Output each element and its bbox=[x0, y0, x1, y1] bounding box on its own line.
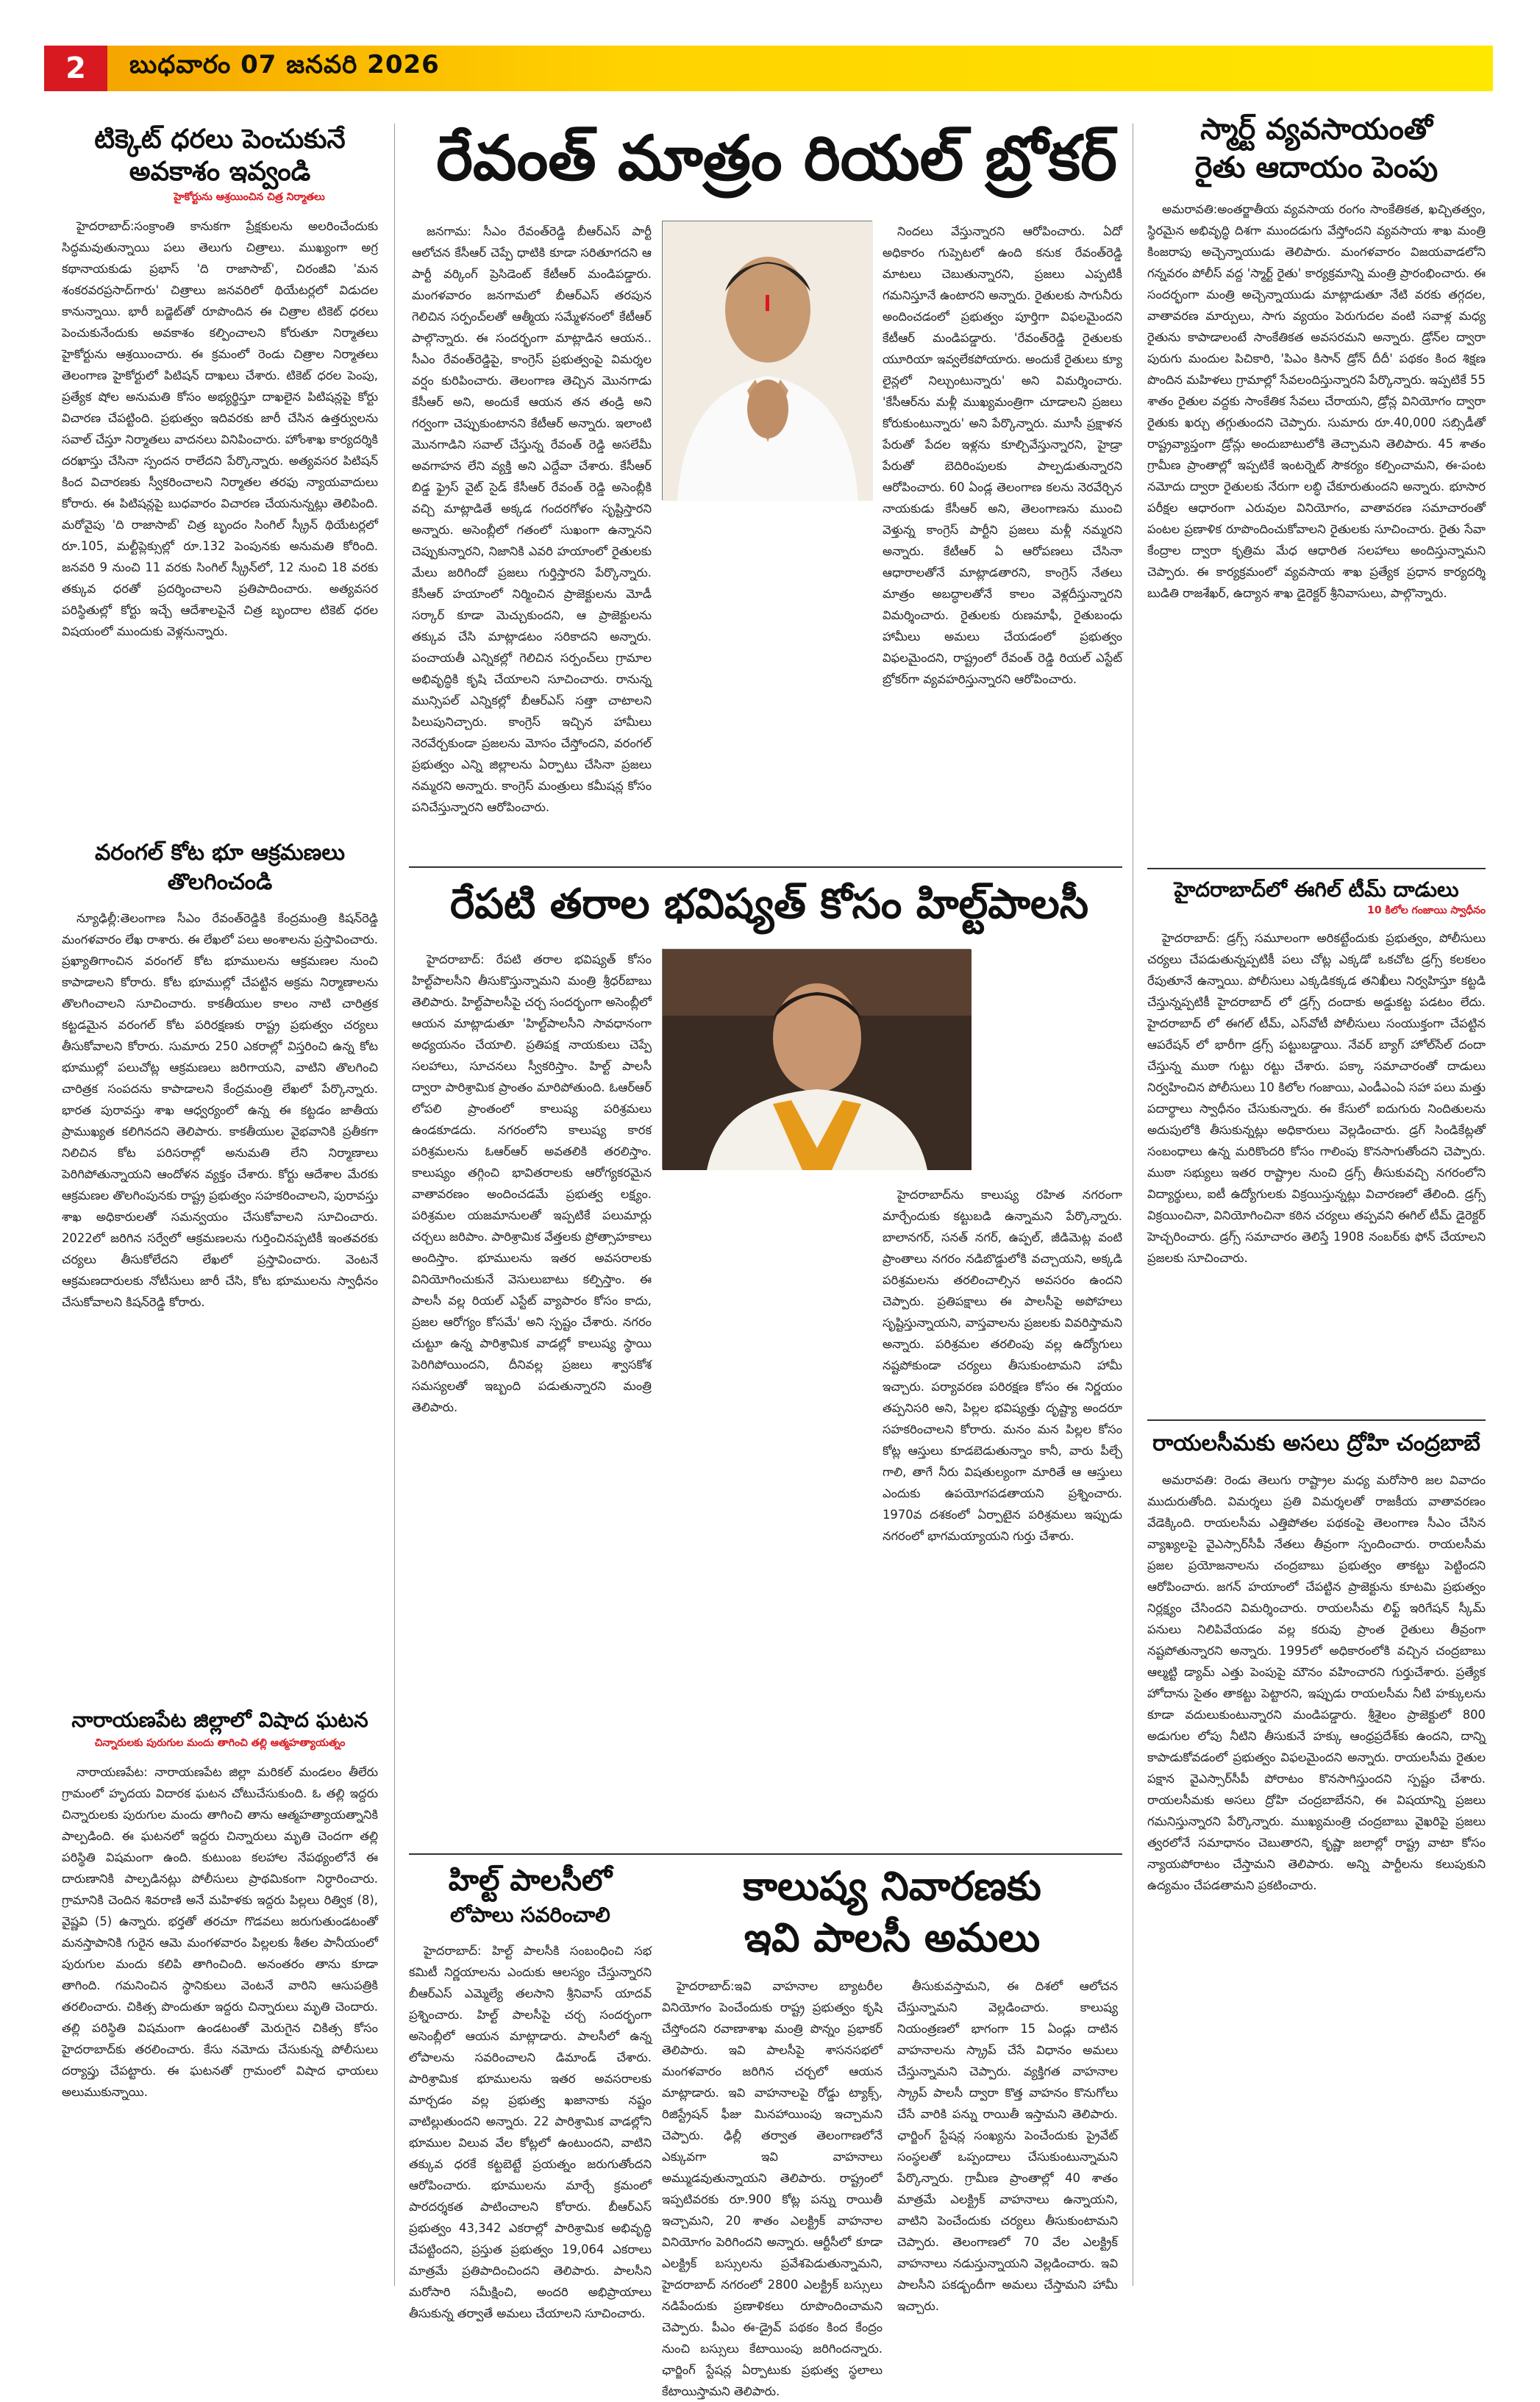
section-rule bbox=[409, 866, 1122, 868]
article-body: అమరావతి:అంతర్జాతీయ వ్యవసాయ రంగం సాంకేతికత, ఖచ్చితత్వం, స్థిరమైన అభివృద్ధి దిశగా ముందడుగు వేస్తోందని వ్యవసాయ శాఖ మంత్రి కింజరాపు అచ్చెన్నాయుడు తెలిపారు. మంగళవారం విజయవాడలోని గన్నవరం పోలీస్ వద్ద 'స్మార్ట్ రైతు' కార్యక్రమాన్ని మంత్రి ప్రారంభించారు. ఈ సందర్భంగా మంత్రి అచ్చెన్నాయుడు మాట్లాడుతూ నేటి వరకు తగ్గదల, వాతావరణ మార్పులు, సాగు వ్యయం పెరుగుదల వంటి సవాళ్ల మధ్య రైతును కాపాడాలంటే సాంకేతికత అవసరమని అన్నారు. డ్రోన్‌ల ద్వారా పురుగు మందుల పిచికారి, 'పిఎం కిసాన్ డ్రోన్ దీదీ' పథకం కింద శిక్షణ పొందిన మహిళలు గ్రామాల్లో సేవలందిస్తున్నారని పేర్కొన్నారు. ఇప్పటికే 55 శాతం రైతుల వద్దకు సాంకేతిక సేవలు చేరాయని, డ్రోన్ల వినియోగం ద్వారా రైతుకు ఖర్చు తగ్గుతుందని చెప్పారు. సుమారు రూ.40,000 సబ్సిడీతో రాష్ట్రవ్యాప్తంగా డ్రోన్లు అందుబాటులోకి తెచ్చామని తెలిపారు. 45 శాతం గ్రామీణ ప్రాంతాల్లో ఇప్పటికే ఇంటర్నెట్ సౌకర్యం కల్పించామని, ఈ-పంట నమోదు ద్వారా రైతులకు నేరుగా లబ్ధి చేకూరుతుందని అన్నారు. భూసార పరీక్షల ఆధారంగా ఎరువుల వినియోగం, వాతావరణ సమాచారంతో పంటల ప్రణాళిక రూపొందించుకోవాలని రైతులకు సూచించారు. రైతు సేవా కేంద్రాల ద్వారా కృత్రిమ మేధ ఆధారిత సలహాలు అందిస్తున్నామని చెప్పారు. ఈ కార్యక్రమంలో వ్యవసాయ శాఖ ప్రత్యేక ప్రధాన కార్యదర్శి బుడితి రాజశేఖర్, ఉద్యాన శాఖ డైరెక్టర్ శ్రీనివాసులు, పాల్గొన్నారు. bbox=[1147, 202, 1486, 600]
ktr-photo-image bbox=[663, 221, 873, 501]
byline: హైకోర్టును ఆశ్రయించిన చిత్ర నిర్మాతలు bbox=[174, 191, 325, 203]
article-body: హైదరాబాద్: హిల్ట్ పాలసీకి సంబంధించి సభ కమిటీ నిర్ణయాలను ఎందుకు ఆలస్యం చేస్తున్నారని బీఆర్ఎస్ ఎమ్మెల్యే తలసాని శ్రీనివాస్ యాదవ్ ప్రశ్నించారు. హిల్ట్ పాలసీపై చర్చ సందర్భంగా అసెంబ్లీలో ఆయన మాట్లాడారు. పాలసీలో ఉన్న లోపాలను సవరించాలని డిమాండ్ చేశారు. పారిశ్రామిక భూములను ఇతర అవసరాలకు మార్చడం వల్ల ప్రభుత్వ ఖజానాకు నష్టం వాటిల్లుతుందని అన్నారు. 22 పారిశ్రామిక వాడల్లోని భూముల విలువ వేల కోట్లలో ఉంటుందని, వాటిని తక్కువ ధరకే కట్టబెట్టే ప్రయత్నం జరుగుతోందని ఆరోపించారు. భూములను మార్చే క్రమంలో పారదర్శకత పాటించాలని కోరారు. బీఆర్ఎస్ ప్రభుత్వం 43,342 ఎకరాల్లో పారిశ్రామిక అభివృద్ధి చేపట్టిందని, ప్రస్తుత ప్రభుత్వం 19,064 ఎకరాలు మాత్రమే ప్రతిపాదించిందని తెలిపారు. పాలసీని మరోసారి సమీక్షించి, అందరి అభిప్రాయాలు తీసుకున్న తర్వాతే అమలు చేయాలని సూచించారు. bbox=[409, 1944, 652, 2320]
article-hilt-col1: హైదరాబాద్: రేపటి తరాల భవిష్యత్ కోసం హిల్ట్‌పాలసీని తీసుకొస్తున్నామని మంత్రి శ్రీధర్‌బాబు తెలిపారు. హిల్ట్‌పాలసీపై చర్చ సందర్భంగా అసెంబ్లీలో ఆయన మాట్లాడుతూ 'హిల్ట్‌పాలసీని సావధానంగా అధ్యయనం చేయాలి. ప్రతిపక్ష నాయకులు చెప్పే సలహాలు, సూచనలు స్వీకరిస్తాం. హిల్ట్ పాలసీ ద్వారా పారిశ్రామిక ప్రాంతం మారిపోతుంది. ఓఆర్‌ఆర్ లోపలి ప్రాంతంలో కాలుష్య పరిశ్రమలు ఉండకూడదు. నగరంలోని కాలుష్య కారక పరిశ్రమలను ఓఆర్‌ఆర్ అవతలికి తరలిస్తాం. కాలుష్యం తగ్గించి భావితరాలకు ఆరోగ్యకరమైన వాతావరణం అందించడమే ప్రభుత్వ లక్ష్యం. పరిశ్రమల యజమానులతో ఇప్పటికే పలుమార్లు చర్చలు జరిపాం. పారిశ్రామిక వేత్తలకు ప్రోత్సాహకాలు అందిస్తాం. భూములను ఇతర అవసరాలకు వినియోగించుకునే వెసులుబాటు కల్పిస్తాం. ఈ పాలసీ వల్ల రియల్ ఎస్టేట్ వ్యాపారం కోసం కాదు, ప్రజల ఆరోగ్యం కోసమే' అని స్పష్టం చేశారు. నగరం చుట్టూ ఉన్న పారిశ్రామిక వాడల్లో కాలుష్య స్థాయి పెరిగిపోయిందని, దీనివల్ల ప్రజలు శ్వాసకోశ సమస్యలతో ఇబ్బంది పడుతున్నారని మంత్రి తెలిపారు. bbox=[412, 952, 652, 1414]
minister-photo bbox=[662, 949, 971, 1169]
headline: నారాయణపేట జిల్లాలో విషాద ఘటన bbox=[71, 1708, 368, 1732]
article-hilt-col2: హైదరాబాద్‌ను కాలుష్య రహిత నగరంగా మార్చేందుకు కట్టుబడి ఉన్నామని పేర్కొన్నారు. బాలానగర్, సనత్ నగర్, ఉప్పల్, జీడిమెట్ల వంటి ప్రాంతాలు నగరం నడిబొడ్డులోకి వచ్చాయని, అక్కడి పరిశ్రమలను తరలించాల్సిన అవసరం ఉందని చెప్పారు. ప్రతిపక్షాలు ఈ పాలసీపై అపోహలు సృష్టిస్తున్నాయని, వాస్తవాలను ప్రజలకు వివరిస్తామని అన్నారు. పరిశ్రమల తరలింపు వల్ల ఉద్యోగులు నష్టపోకుండా చర్యలు తీసుకుంటామని హామీ ఇచ్చారు. పర్యావరణ పరిరక్షణ కోసం ఈ నిర్ణయం తప్పనిసరి అని, పిల్లల భవిష్యత్తు దృష్ట్యా అందరూ సహకరించాలని కోరారు. మనం మన పిల్లల కోసం కోట్ల ఆస్తులు కూడబెడుతున్నాం కానీ, వారు పీల్చే గాలి, తాగే నీరు విషతుల్యంగా మారితే ఆ ఆస్తులు ఎందుకు ఉపయోగపడతాయని ప్రశ్నించారు. 1970వ దశకంలో ఏర్పాటైన పరిశ్రమలు ఇప్పుడు నగరంలో భాగమయ్యాయని గుర్తు చేశారు. bbox=[883, 1188, 1122, 1543]
masthead-date: బుధవారం 07 జనవరి 2026 bbox=[129, 50, 440, 79]
article-warangal bbox=[62, 838, 378, 1692]
headline-revanth: రేవంత్ మాత్రం రియల్ బ్రోకర్ bbox=[436, 122, 1117, 194]
headline: స్మార్ట్ వ్యవసాయంతో bbox=[1200, 113, 1433, 146]
article-narayanpet bbox=[62, 1706, 378, 2287]
article-revanth-col1: జనగామ: సీఎం రేవంత్‌రెడ్డి బీఆర్ఎస్ పార్టీ ఆలోచన కేసీఆర్ చెప్పే ధాటికి కూడా సరితూగదని ఆ పార్టీ వర్కింగ్ ప్రెసిడెంట్ కేటీఆర్ మండిపడ్డారు. మంగళవారం జనగామలో బీఆర్ఎస్ తరపున గెలిచిన సర్పంచ్‌లతో ఆత్మీయ సమ్మేళనంలో కేటీఆర్ పాల్గొన్నారు. ఈ సందర్భంగా మాట్లాడిన ఆయన.. సీఎం రేవంత్‌రెడ్డిపై, కాంగ్రెస్ ప్రభుత్వంపై విమర్శల వర్షం కురిపించారు. తెలంగాణ తెచ్చిన మొనగాడు కేసీఆర్ అని, అందుకే ఆయన తన తండ్రి అని గర్వంగా చెప్పుకుంటానని కేటీఆర్ అన్నారు. ఇలాంటి మొనగాడిని సవాల్ చేస్తున్న రేవంత్ రెడ్డి అసలేమీ అవగాహన లేని వ్యక్తి అని ఎద్దేవా చేశారు. కేసీఆర్ బిడ్డ ఫ్రైస్ వైట్ సైడ్ కేసీఆర్ రేవంత్ రెడ్డి అసెంబ్లీకి వచ్చి మాట్లాడితే అక్కడ గందరగోళం సృష్టిస్తారని అన్నారు. అసెంబ్లీలో గతంలో సుఖంగా ఉన్నానని చెప్పుకున్నారని, నిజానికి ఎవరి హయాంలో రైతులకు మేలు జరిగిందో ప్రజలు గుర్తిస్తారని పేర్కొన్నారు. కేసీఆర్ హయాంలో నిర్మించిన ప్రాజెక్టులను మోడీ సర్కార్ కూడా మెచ్చుకుందని, ఆ ప్రాజెక్టులను తక్కువ చేసి మాట్లాడటం సరికాదని అన్నారు. పంచాయతీ ఎన్నికల్లో గెలిచిన సర్పంచ్‌లు గ్రామాల అభివృద్ధికి కృషి చేయాలని సూచించారు. రానున్న మున్సిపల్ ఎన్నికల్లో బీఆర్ఎస్ సత్తా చాటాలని పిలుపునిచ్చారు. కాంగ్రెస్ ఇచ్చిన హామీలు నెరవేర్చకుండా ప్రజలను మోసం చేస్తోందని, వరంగల్ ప్రభుత్వం ఎన్ని జిల్లాలను ఏర్పాటు చేసినా ప్రజలు నమ్మరని అన్నారు. కాంగ్రెస్ మంత్రులు కమీషన్ల కోసం పనిచేస్తున్నారని ఆరోపించారు. bbox=[412, 224, 652, 814]
headline: టిక్కెట్ ధరలు పెంచుకునే bbox=[94, 124, 346, 154]
column-divider bbox=[394, 124, 395, 2286]
section-rule bbox=[1147, 868, 1486, 869]
section-rule bbox=[409, 1853, 1122, 1855]
headline: కాలుష్య నివారణకు bbox=[743, 1863, 1041, 1909]
article-body: హైదరాబాద్:సంక్రాంతి కానుకగా ప్రేక్షకులను అలరించేందుకు సిద్ధమవుతున్నాయి పలు తెలుగు చిత్రాలు. ముఖ్యంగా అగ్ర కథానాయకుడు ప్రభాస్ 'ది రాజాసాబ్', చిరంజీవి 'మన శంకరవరప్రసాద్‌గారు' చిత్రాలు జనవరిలో థియేటర్లలో విడుదల కానున్నాయి. భారీ బడ్జెట్‌తో రూపొందిన ఈ చిత్రాల టికెట్ ధరలు పెంచుకునేందుకు అవకాశం కల్పించాలని కోరుతూ నిర్మాతలు హైకోర్టును ఆశ్రయించారు. ఈ క్రమంలో రెండు చిత్రాల నిర్మాతలు తెలంగాణ హైకోర్టులో పిటిషన్ దాఖలు చేశారు. టికెట్ ధరల పెంపు, ప్రత్యేక షోల అనుమతి కోసం అభ్యర్థిస్తూ దాఖలైన పిటిషన్లపై కోర్టు విచారణ చేపట్టింది. ప్రభుత్వం ఇదివరకు జారీ చేసిన ఉత్తర్వులను సవాల్ చేస్తూ నిర్మాతలు వాదనలు వినిపించారు. హోంశాఖ కార్యదర్శికి దరఖాస్తు చేసినా స్పందన రాలేదని పేర్కొన్నారు. అత్యవసర పిటిషన్ కింద విచారణకు స్వీకరించాలని నిర్మాతల తరఫు న్యాయవాదులు కోరారు. ఈ పిటిషన్లపై బుధవారం విచారణ చేయనున్నట్లు తెలిపింది. మరోవైపు 'ది రాజాసాబ్' చిత్ర బృందం సింగిల్ స్క్రీన్ థియేటర్లలో రూ.105, మల్టీప్లెక్సుల్లో రూ.132 పెంపునకు అనుమతి కోరింది. జనవరి 9 నుంచి 11 వరకు సింగిల్ స్క్రీన్‌లో, 12 నుంచి 18 వరకు తక్కువ ధరతో ప్రదర్శించాలని ప్రతిపాదించారు. అత్యవసర పరిస్థితుల్లో కోర్టు ఇచ్చే ఆదేశాలపైనే చిత్ర బృందాల టికెట్ ధరల విషయంలో ముందుకు వెళ్లనున్నారు. bbox=[62, 219, 378, 638]
headline: వరంగల్ కోట భూ ఆక్రమణలు bbox=[94, 840, 346, 866]
article-body: తీసుకువస్తామని, ఈ దిశలో ఆలోచన చేస్తున్నామని వెల్లడించారు. కాలుష్య నియంత్రణలో భాగంగా 15 ఏండ్లు దాటిన వాహనాలను స్క్రాప్ చేసే విధానం అమలు చేస్తున్నామని చెప్పారు. వ్యక్తిగత వాహనాల స్క్రాప్ పాలసీ ద్వారా కొత్త వాహనం కొనుగోలు చేసే వారికి పన్ను రాయితీ ఇస్తామని తెలిపారు. ఛార్జింగ్ స్టేషన్ల సంఖ్యను పెంచేందుకు ప్రైవేట్ సంస్థలతో ఒప్పందాలు చేసుకుంటున్నామని పేర్కొన్నారు. గ్రామీణ ప్రాంతాల్లో 40 శాతం మాత్రమే ఎలక్ట్రిక్ వాహనాలు ఉన్నాయని, వాటిని పెంచేందుకు చర్యలు తీసుకుంటామని చెప్పారు. తెలంగాణలో 70 వేల ఎలక్ట్రిక్ వాహనాలు నడుస్తున్నాయని వెల్లడించారు. ఇవి పాలసీని పకడ్బందీగా అమలు చేస్తామని హామీ ఇచ్చారు. bbox=[897, 1979, 1118, 2313]
article-rayalaseema bbox=[1147, 1428, 1486, 2289]
article-hilt-loopholes bbox=[409, 1861, 652, 2320]
minister-photo-image bbox=[663, 949, 972, 1170]
article-body: న్యూఢిల్లీ:తెలంగాణ సీఎం రేవంత్‌రెడ్డికి కేంద్రమంత్రి కిషన్‌రెడ్డి మంగళవారం లేఖ రాశారు. ఈ లేఖలో పలు అంశాలను ప్రస్తావించారు. ప్రఖ్యాతిగాంచిన వరంగల్ కోట భూములను ఆక్రమణల నుంచి కాపాడాలని కోరారు. కోట భూముల్లో చేపట్టిన అక్రమ నిర్మాణాలను తొలగించాలని సూచించారు. కాకతీయుల కాలం నాటి చారిత్రక కట్టడమైన వరంగల్ కోట పరిరక్షణకు రాష్ట్ర ప్రభుత్వం చర్యలు తీసుకోవాలని కోరారు. సుమారు 250 ఎకరాల్లో విస్తరించి ఉన్న కోట భూముల్లో పలుచోట్ల ఆక్రమణలు జరిగాయని, వాటిని తొలగించి చారిత్రక సంపదను కాపాడాలని కేంద్రమంత్రి లేఖలో పేర్కొన్నారు. భారత పురావస్తు శాఖ ఆధ్వర్యంలో ఉన్న ఈ కట్టడం జాతీయ ప్రాముఖ్యత కలిగినదని తెలిపారు. కాకతీయుల వైభవానికి ప్రతీకగా నిలిచిన కోట పరిసరాల్లో అనుమతి లేని నిర్మాణాలు పెరిగిపోతున్నాయని ఆందోళన వ్యక్తం చేశారు. కోర్టు ఆదేశాల మేరకు ఆక్రమణల తొలగింపునకు రాష్ట్ర ప్రభుత్వం సహకరించాలని, పురావస్తు శాఖ అధికారులతో సమన్వయం చేసుకోవాలని సూచించారు. 2022లో జరిగిన సర్వేలో ఆక్రమణలను గుర్తించినప్పటికీ ఇంతవరకు చర్యలు తీసుకోలేదని లేఖలో ప్రస్తావించారు. వెంటనే ఆక్రమణదారులకు నోటీసులు జారీ చేసి, కోట భూములను స్వాధీనం చేసుకోవాలని కిషన్‌రెడ్డి కోరారు. bbox=[62, 911, 378, 1309]
section-rule bbox=[1147, 1419, 1486, 1421]
byline: 10 కిలోల గంజాయి స్వాధీనం bbox=[1367, 905, 1486, 916]
headline: తొలగించండి bbox=[167, 869, 273, 895]
headline: హిల్ట్ పాలసీలో bbox=[448, 1864, 613, 1897]
headline: ఇవి పాలసీ అమలు bbox=[744, 1914, 1041, 1961]
article-body: హైదరాబాద్: డ్రగ్స్ సమూలంగా అరికట్టేందుకు ప్రభుత్వం, పోలీసులు చర్యలు చేపడుతున్నప్పటికీ పలు చోట్ల ఎక్కడో ఒకచోట డ్రగ్స్ కలకలం రేపుతూనే ఉన్నాయి. పోలీసులు ఎక్కడికక్కడ తనిఖీలు నిర్వహిస్తూ కట్టడి చేస్తున్నప్పటికీ హైదరాబాద్ లో డ్రగ్స్ దందాకు అడ్డుకట్ట పడటం లేదు. హైదరాబాద్ లో ఈగల్ టీమ్, ఎస్‌వోటీ పోలీసులు సంయుక్తంగా చేపట్టిన ఆపరేషన్ లో భారీగా డ్రగ్స్ పట్టుబడ్డాయి. నేవర్ బ్యాగ్ హోల్‌సేల్ దందా చేస్తున్న ముఠా గుట్టు రట్టు చేశారు. పక్కా సమాచారంతో దాడులు నిర్వహించిన పోలీసులు 10 కిలోల గంజాయి, ఎండీఎంఏ సహా పలు మత్తు పదార్థాలు స్వాధీనం చేసుకున్నారు. ఈ కేసులో ఐదుగురు నిందితులను అదుపులోకి తీసుకున్నట్లు అధికారులు వెల్లడించారు. డ్రగ్ సిండికేట్లతో సంబంధాలు ఉన్న మరికొందరి కోసం గాలింపు కొనసాగుతోందని చెప్పారు. ముఠా సభ్యులు ఇతర రాష్ట్రాల నుంచి డ్రగ్స్ తీసుకువచ్చి నగరంలోని విద్యార్థులు, ఐటీ ఉద్యోగులకు విక్రయిస్తున్నట్లు విచారణలో తేలింది. డ్రగ్స్ విక్రయించినా, వినియోగించినా కఠిన చర్యలు తప్పవని ఈగిల్ టీమ్ డైరెక్టర్ హెచ్చరించారు. డ్రగ్స్ సమాచారం తెలిస్తే 1908 నంబర్‌కు ఫోన్ చేయాలని ప్రజలకు సూచించారు. bbox=[1147, 931, 1486, 1265]
article-body: నారాయణపేట: నారాయణపేట జిల్లా మరికల్ మండలం తీలేరు గ్రామంలో హృదయ విదారక ఘటన చోటుచేసుకుంది. ఓ తల్లి ఇద్దరు చిన్నారులకు పురుగుల మందు తాగించి తాను ఆత్మహత్యాయత్నానికి పాల్పడింది. ఈ ఘటనలో ఇద్దరు చిన్నారులు మృతి చెందగా తల్లి పరిస్థితి విషమంగా ఉంది. కుటుంబ కలహాల నేపథ్యంలోనే ఈ దారుణానికి పాల్పడినట్లు పోలీసులు ప్రాథమికంగా నిర్ధారించారు. గ్రామానికి చెందిన శివరాణి అనే మహిళకు ఇద్దరు పిల్లలు రిత్విక (8), వైష్ణవి (5) ఉన్నారు. భర్తతో తరచూ గొడవలు జరుగుతుండటంతో మనస్తాపానికి గురైన ఆమె మంగళవారం పిల్లలకు శీతల పానీయంలో పురుగుల మందు కలిపి తాగించింది. అనంతరం తాను కూడా తాగింది. గమనించిన స్థానికులు వెంటనే వారిని ఆసుపత్రికి తరలించారు. చికిత్స పొందుతూ ఇద్దరు చిన్నారులు మృతి చెందారు. తల్లి పరిస్థితి విషమంగా ఉండటంతో మెరుగైన చికిత్స కోసం హైదరాబాద్‌కు తరలించారు. కేసు నమోదు చేసుకున్న పోలీసులు దర్యాప్తు చేపట్టారు. ఈ ఘటనతో గ్రామంలో విషాద ఛాయలు అలుముకున్నాయి. bbox=[62, 1765, 378, 2099]
byline: చిన్నారులకు పురుగుల మందు తాగించి తల్లి ఆత్మహత్యాయత్నం bbox=[94, 1737, 346, 1749]
pollution-columns bbox=[662, 1975, 1122, 2398]
ktr-photo bbox=[662, 221, 872, 500]
subhead: లోపాలు సవరించాలి bbox=[450, 1903, 610, 1927]
page-number: 2 bbox=[44, 46, 107, 91]
article-body: హైదరాబాద్:ఇవి వాహనాల బ్యాటరీల వినియోగం పెంచేందుకు రాష్ట్ర ప్రభుత్వం కృషి చేస్తోందని రవాణాశాఖ మంత్రి పొన్నం ప్రభాకర్ తెలిపారు. ఇవి పాలసీపై శాసనసభలో మంగళవారం జరిగిన చర్చలో ఆయన మాట్లాడారు. ఇవి వాహనాలపై రోడ్డు ట్యాక్స్, రిజిస్ట్రేషన్ ఫీజు మినహాయింపు ఇచ్చామని చెప్పారు. ఢిల్లీ తర్వాత తెలంగాణలోనే ఎక్కువగా ఇవి వాహనాలు అమ్ముడవుతున్నాయని తెలిపారు. రాష్ట్రంలో ఇప్పటివరకు రూ.900 కోట్ల పన్ను రాయితీ ఇచ్చామని, 20 శాతం ఎలక్ట్రిక్ వాహనాల వినియోగం పెరిగిందని అన్నారు. ఆర్టీసీలో కూడా ఎలక్ట్రిక్ బస్సులను ప్రవేశపెడుతున్నామని, హైదరాబాద్ నగరంలో 2800 ఎలక్ట్రిక్ బస్సులు నడిపేందుకు ప్రణాళికలు రూపొందించామని చెప్పారు. పీఎం ఈ-డ్రైవ్ పథకం కింద కేంద్రం నుంచి బస్సులు కేటాయింపు జరిగిందన్నారు. ఛార్జింగ్ స్టేషన్ల ఏర్పాటుకు ప్రభుత్వ స్థలాలు కేటాయిస్తామని తెలిపారు. bbox=[662, 1979, 883, 2398]
article-body: అమరావతి: రెండు తెలుగు రాష్ట్రాల మధ్య మరోసారి జల వివాదం ముదురుతోంది. విమర్శలు ప్రతి విమర్శలతో రాజకీయ వాతావరణం వేడెక్కింది. రాయలసీమ ఎత్తిపోతల పథకంపై తెలంగాణ సీఎం చేసిన వ్యాఖ్యలపై వైఎస్సార్‌సీపీ నేతలు తీవ్రంగా స్పందించారు. రాయలసీమ ప్రజల ప్రయోజనాలను చంద్రబాబు ప్రభుత్వం తాకట్టు పెట్టిందని ఆరోపించారు. జగన్ హయాంలో చేపట్టిన ప్రాజెక్టును కూటమి ప్రభుత్వం నిర్లక్ష్యం చేసిందని విమర్శించారు. రాయలసీమ లిఫ్ట్ ఇరిగేషన్ స్కీమ్ పనులు నిలిపివేయడం వల్ల కరువు ప్రాంత రైతులు తీవ్రంగా నష్టపోతున్నారని అన్నారు. 1995లో అధికారంలోకి వచ్చిన చంద్రబాబు ఆల్మట్టి డ్యామ్ ఎత్తు పెంపుపై మౌనం వహించారని గుర్తుచేశారు. ప్రత్యేక హోదాను సైతం తాకట్టు పెట్టారని, ఇప్పుడు రాయలసీమ నీటి హక్కులను కూడా వదులుకుంటున్నారని మండిపడ్డారు. శ్రీశైలం ప్రాజెక్టులో 800 అడుగుల లోపు నీటిని తీసుకునే హక్కు ఆంధ్రప్రదేశ్‌కు ఉందని, దాన్ని కాపాడుకోవడంలో ప్రభుత్వం విఫలమైందని అన్నారు. రాయలసీమ రైతుల పక్షాన వైఎస్సార్‌సీపీ పోరాటం కొనసాగిస్తుందని స్పష్టం చేశారు. రాయలసీమకు అసలు ద్రోహి చంద్రబాబేనని, ఈ విషయాన్ని ప్రజలు గమనిస్తున్నారని పేర్కొన్నారు. ముఖ్యమంత్రి చంద్రబాబు వైఖరిపై ప్రజలు త్వరలోనే సమాధానం చెబుతారని, కృష్ణా జలాల్లో రాష్ట్ర వాటా కోసం న్యాయపోరాటం చేస్తామని తెలిపారు. అన్ని పార్టీలను కలుపుకుని ఉద్యమం చేపడతామని ప్రకటించారు. bbox=[1147, 1473, 1486, 1892]
headline: రైతు ఆదాయం పెంపు bbox=[1194, 151, 1439, 185]
article-eagle bbox=[1147, 875, 1486, 1405]
headline-hilt: రేపటి తరాల భవిష్యత్ కోసం హిల్ట్‌పాలసీ bbox=[449, 880, 1089, 928]
article-agri bbox=[1147, 110, 1486, 846]
headline: హైదరాబాద్‌లో ఈగిల్ టీమ్ దాడులు bbox=[1174, 877, 1459, 902]
headline: అవకాశం ఇవ్వండి bbox=[129, 157, 311, 187]
headline: రాయలసీమకు అసలు ద్రోహి చంద్రబాబే bbox=[1152, 1430, 1480, 1456]
article-pollution bbox=[662, 1861, 1122, 2398]
article-tickets bbox=[62, 124, 378, 822]
article-revanth-col2: నిందలు వేస్తున్నారని ఆరోపించారు. ఏదో అధికారం గుప్పెటలో ఉంది కనుక రేవంత్‌రెడ్డి మాటలు చెబుతున్నారని, ప్రజలు ఎప్పటికీ గమనిస్తూనే ఉంటారని అన్నారు. రైతులకు సాగునీరు అందించడంలో ప్రభుత్వం పూర్తిగా విఫలమైందని కేటీఆర్ మండిపడ్డారు. 'రేవంత్‌రెడ్డి రైతులకు యూరియా ఇవ్వలేకపోయారు. అందుకే రైతులు క్యూ లైన్లలో నిల్చుంటున్నారు' అని విమర్శించారు. 'కేసీఆర్‌ను మళ్లీ ముఖ్యమంత్రిగా చూడాలని ప్రజలు కోరుకుంటున్నారు' అని పేర్కొన్నారు. మూసీ ప్రక్షాళన పేరుతో పేదల ఇళ్లను కూల్చివేస్తున్నారని, హైడ్రా పేరుతో బెదిరింపులకు పాల్పడుతున్నారని ఆరోపించారు. 60 ఏండ్ల తెలంగాణ కలను నెరవేర్చిన నాయకుడు కేసీఆర్ అని, తెలంగాణను ముంచి వెళ్తున్న కాంగ్రెస్ పార్టీని ప్రజలు మళ్లీ నమ్మరని అన్నారు. కేటీఆర్ ఏ ఆరోపణలు చేసినా ఆధారాలతోనే మాట్లాడతారని, కాంగ్రెస్ నేతలు మాత్రం అబద్ధాలతోనే కాలం వెళ్లదీస్తున్నారని విమర్శించారు. రైతులకు రుణమాఫీ, రైతుబంధు హామీలు అమలు చేయడంలో ప్రభుత్వం విఫలమైందని, రాష్ట్రంలో రేవంత్ రెడ్డి రియల్ ఎస్టేట్ బ్రోకర్‌గా వ్యవహరిస్తున్నారని ఆరోపించారు. bbox=[883, 224, 1122, 686]
